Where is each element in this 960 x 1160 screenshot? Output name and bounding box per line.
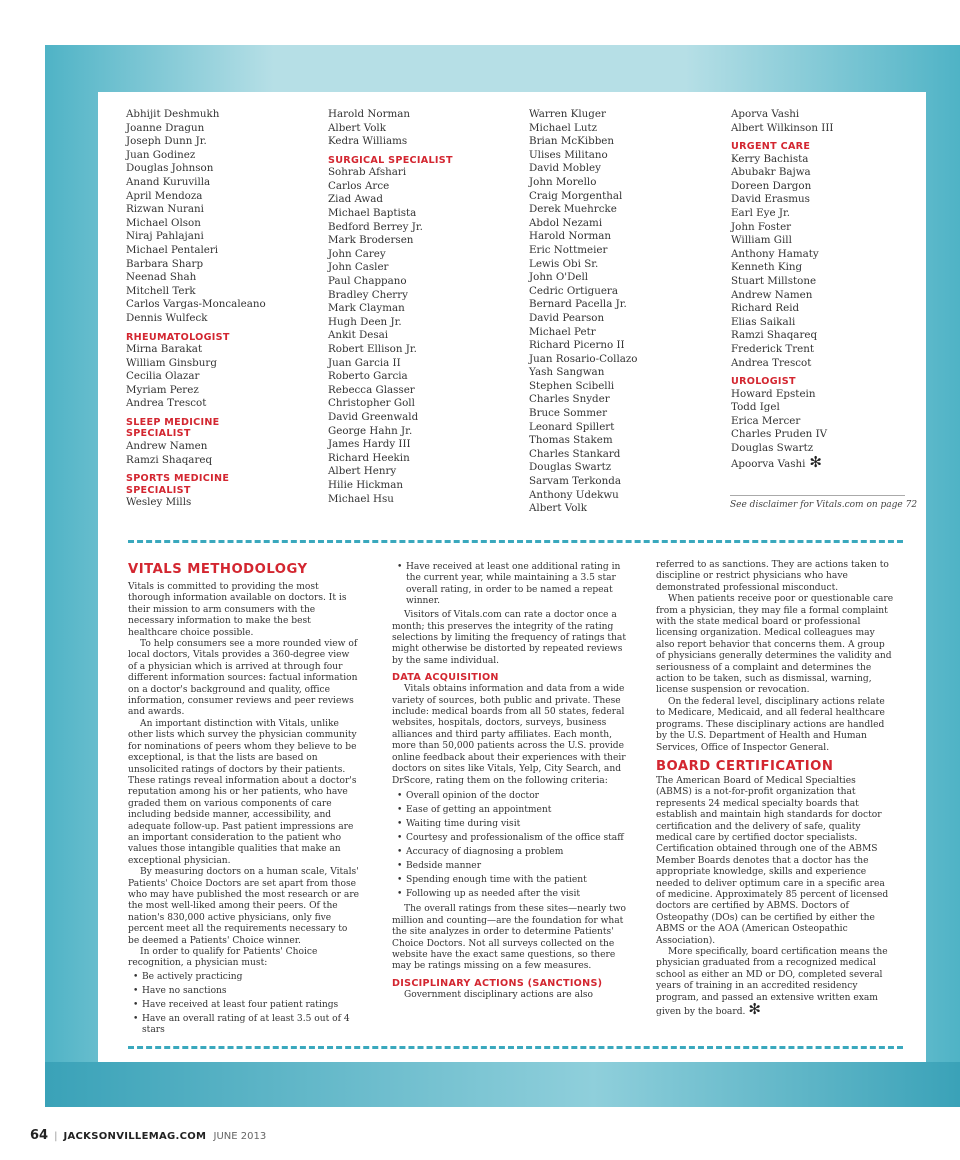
doctor-name-text: Craig Morgenthal — [529, 189, 623, 202]
section-title-board-certification: BOARD CERTIFICATION — [656, 758, 834, 774]
doctor-name-text: Thomas Stakem — [529, 434, 613, 447]
doctor-name — [529, 217, 719, 231]
doctor-name-text: John Morello — [529, 175, 597, 188]
article-column-3 — [656, 560, 894, 1018]
doctor-name — [529, 326, 719, 340]
doctor-name-text: Doreen Dargon — [731, 179, 812, 192]
doctor-name-text: Yash Sangwan — [529, 366, 605, 379]
doctor-name — [126, 122, 316, 136]
doctor-name-text: Michael Olson — [126, 216, 201, 229]
doctor-name-text: Joanne Dragun — [126, 121, 205, 134]
doctor-name — [328, 108, 518, 122]
article-column-1 — [128, 562, 360, 1039]
doctor-name-text: Charles Snyder — [529, 393, 610, 406]
doctor-name — [328, 370, 518, 384]
doctor-name-text: Andrew Namen — [731, 288, 813, 301]
doctor-name — [328, 479, 518, 493]
doctor-name-text: Anthony Hamaty — [731, 247, 819, 260]
doctor-name — [731, 207, 921, 221]
doctor-name — [529, 135, 719, 149]
doctor-name-text: Douglas Swartz — [731, 442, 814, 455]
doctor-name — [731, 289, 921, 303]
doctor-name-text: Douglas Johnson — [126, 162, 214, 175]
doctor-name — [328, 302, 518, 316]
doctor-name-text: Bedford Berrey Jr. — [328, 220, 423, 233]
doctor-name — [126, 285, 316, 299]
doctor-name-text: William Gill — [731, 234, 792, 247]
doctor-name-text: Elias Saikali — [731, 315, 796, 328]
doctor-name-text: Derek Muehrcke — [529, 203, 617, 216]
doctor-name-text: Abdol Nezami — [529, 216, 603, 229]
doctor-name — [126, 203, 316, 217]
doctor-name — [126, 230, 316, 244]
doctor-name — [126, 384, 316, 398]
doctor-name — [328, 384, 518, 398]
doctor-name — [529, 448, 719, 462]
paragraph-text: More specifically, board certification means the physician graduated from a recognized medical school as either an MD or DO, completed several years of training in an accredited residency program, and passed an extensive written exam given by the board. — [656, 947, 888, 1018]
doctor-name-text: Todd Igel — [731, 401, 780, 414]
list-item: • Bedside manner — [406, 861, 628, 872]
dashed-divider-bottom — [128, 1046, 903, 1049]
doctor-name-text: David Mobley — [529, 162, 601, 175]
doctor-name — [328, 261, 518, 275]
paragraph: When patients receive poor or questionable care from a physician, they may file a formal complaint with the state medical board or professional licensing organization. Medical colleagues may also report behavior that concerns them. A group of physicians generally determines the validity and seriousness of a complaint and determines the action to be taken, such as dismissal, warning, license suspension or revocation. — [656, 594, 894, 696]
doctor-name-text: Juan Rosario-Collazo — [529, 352, 638, 365]
doctor-name-text: Harold Norman — [529, 230, 612, 243]
doctor-name — [731, 221, 921, 235]
doctor-name — [328, 221, 518, 235]
doctor-name-text: April Mendoza — [126, 189, 203, 202]
doctor-name — [731, 248, 921, 262]
list-item: • Have received at least one additional rating in the current year, while maintaining a 3.5 star overall rating, in order to be named a repeat winner. — [406, 562, 628, 608]
paragraph: To help consumers see a more rounded view of local doctors, Vitals provides a 360-degree view of a physician which is arrived at through four different information sources: factual information on a doctor's background and quality, office information, consumer reviews and peer reviews and awards. — [128, 639, 358, 718]
doctor-name-text: Eric Nottmeier — [529, 243, 608, 256]
doctor-name-text: Richard Reid — [731, 302, 800, 315]
doctor-name — [529, 271, 719, 285]
doctor-name-text: Abubakr Bajwa — [731, 166, 811, 179]
doctor-name-text: Michael Petr — [529, 325, 596, 338]
specialty-heading: SPORTS MEDICINE SPECIALIST — [126, 473, 230, 496]
issue-date: JUNE 2013 — [213, 1131, 267, 1142]
doctor-name — [126, 244, 316, 258]
doctor-name-text: Abhijit Deshmukh — [126, 108, 220, 120]
doctor-name — [529, 489, 719, 503]
doctor-name-text: Anthony Udekwu — [529, 488, 619, 501]
doctor-name — [731, 261, 921, 275]
doctor-name-text: Howard Epstein — [731, 387, 816, 400]
doctor-name-text: Andrew Namen — [126, 439, 208, 452]
doctor-name-text: Barbara Sharp — [126, 257, 204, 270]
doctor-name — [126, 397, 316, 411]
doctor-name-text: Charles Pruden IV — [731, 428, 828, 441]
doctor-name-text: Bradley Cherry — [328, 288, 408, 301]
article-column-2 — [392, 562, 628, 1001]
doctor-name — [126, 258, 316, 272]
doctor-name-text: Rizwan Nurani — [126, 203, 204, 216]
doctor-name — [529, 190, 719, 204]
doctor-name-text: Bruce Sommer — [529, 407, 608, 420]
doctor-name — [126, 162, 316, 176]
doctor-name — [731, 388, 921, 402]
doctor-name — [328, 135, 518, 149]
page-footer — [30, 1128, 266, 1143]
doctor-name-text: Ankit Desai — [328, 329, 389, 342]
doctor-name-text: Rebecca Glasser — [328, 383, 415, 396]
paragraph — [656, 947, 894, 1018]
doctor-name — [529, 203, 719, 217]
list-item: • Have an overall rating of at least 3.5 out of 4 stars — [142, 1014, 360, 1037]
doctor-name — [126, 357, 316, 371]
doctor-name-text: Albert Wilkinson III — [731, 121, 834, 134]
specialty-heading: URGENT CARE — [731, 141, 811, 153]
doctor-name — [126, 312, 316, 326]
list-item: • Have no sanctions — [142, 986, 360, 997]
doctor-name — [731, 275, 921, 289]
disclaimer-rule — [730, 495, 905, 496]
doctor-name — [731, 153, 921, 167]
doctor-name-text: John Casler — [328, 261, 389, 274]
doctor-name — [529, 312, 719, 326]
doctor-name-text: Sohrab Afshari — [328, 166, 407, 179]
doctor-name — [328, 452, 518, 466]
doctor-name-text: Kenneth King — [731, 261, 803, 274]
doctor-name-text: Michael Hsu — [328, 492, 394, 505]
doctor-name-text: John O'Dell — [529, 271, 589, 284]
list-item: • Ease of getting an appointment — [406, 805, 628, 816]
doctor-name-text: George Hahn Jr. — [328, 424, 413, 437]
doctor-name-text: Mirna Barakat — [126, 343, 203, 355]
list-item: • Following up as needed after the visit — [406, 889, 628, 900]
doctor-name-text: Stephen Scibelli — [529, 379, 615, 392]
paragraph: Vitals obtains information and data from a wide variety of sources, both public and private. These include: medical boards from all 50 states, federal websites, hospitals, doctors, surveys, business alliances and third party affiliates. Each month, more than 50,000 patients across the U.S. provide online feedback about their experiences with their doctors on sites like Vitals, Yelp, City Search, and DrScore, rating them on the following criteria: — [392, 684, 626, 786]
doctor-name — [529, 366, 719, 380]
doctor-name — [529, 421, 719, 435]
doctor-name-text: Juan Godinez — [126, 148, 196, 161]
doctor-name — [731, 166, 921, 180]
end-mark-icon: ✻ — [809, 452, 822, 471]
doctor-name — [731, 329, 921, 343]
doctor-name — [529, 461, 719, 475]
doctor-name — [529, 380, 719, 394]
list-item: • Accuracy of diagnosing a problem — [406, 847, 628, 858]
doctor-name-text: Cecilia Olazar — [126, 370, 200, 383]
doctor-name-text: Cedric Ortiguera — [529, 284, 618, 297]
list-item: • Spending enough time with the patient — [406, 875, 628, 886]
doctor-name — [529, 407, 719, 421]
doctor-name — [126, 217, 316, 231]
doctor-name-text: Apoorva Vashi — [731, 457, 806, 470]
doctor-name — [529, 475, 719, 489]
doctor-name — [731, 180, 921, 194]
doctor-name — [529, 298, 719, 312]
doctor-name-text: Charles Stankard — [529, 447, 621, 460]
paragraph: Visitors of Vitals.com can rate a doctor once a month; this preserves the integrity of the rating selections by limiting the frequency of ratings that might otherwise be distorted by repeated reviews by the same individual. — [392, 610, 627, 666]
doctor-name — [328, 316, 518, 330]
doctor-name — [731, 193, 921, 207]
specialty-heading: RHEUMATOLOGIST — [126, 331, 230, 343]
doctor-name-text: Erica Mercer — [731, 414, 801, 427]
doctor-name-text: Sarvam Terkonda — [529, 475, 621, 488]
doctor-name-text: David Greenwald — [328, 410, 419, 423]
doctor-name — [328, 207, 518, 221]
doctor-name-text: Michael Pentaleri — [126, 243, 219, 256]
doctor-name — [328, 493, 518, 507]
doctor-name-text: Ulises Militano — [529, 148, 608, 161]
doctor-name — [126, 370, 316, 384]
list-item: • Courtesy and professionalism of the office staff — [406, 833, 628, 844]
doctor-name-text: James Hardy III — [328, 438, 411, 451]
specialty-heading: SLEEP MEDICINE SPECIALIST — [126, 416, 220, 440]
qualification-list-continued — [392, 562, 628, 608]
end-mark-icon: ✻ — [748, 1000, 761, 1019]
doctor-name-text: Wesley Mills — [126, 496, 192, 509]
doctor-name — [529, 122, 719, 136]
doctor-name-text: Richard Picerno II — [529, 339, 625, 352]
doctor-name — [731, 108, 921, 122]
doctor-name-text: Albert Volk — [328, 121, 386, 134]
criteria-list — [392, 791, 628, 900]
doctor-name — [126, 135, 316, 149]
doctor-name-text: Leonard Spillert — [529, 420, 615, 433]
doctor-name — [328, 166, 518, 180]
doctor-name-text: Bernard Pacella Jr. — [529, 298, 627, 311]
doctor-name — [126, 271, 316, 285]
doctor-name — [731, 122, 921, 136]
doctor-name-text: Mitchell Terk — [126, 284, 196, 297]
doctor-name-text: John Foster — [731, 220, 792, 233]
paragraph: By measuring doctors on a human scale, Vitals' Patients' Choice Doctors are set apart from those who may have published the most research or are the most well-liked among their peers. Of the nation's 830,000 active physicians, only five percent meet all the requirements necessary to be deemed a Patients' Choice winner. — [128, 867, 360, 946]
section-title-vitals-methodology: VITALS METHODOLOGY — [128, 562, 308, 577]
doctor-name — [731, 234, 921, 248]
directory-column-3 — [529, 108, 719, 516]
doctor-name — [328, 329, 518, 343]
doctor-name — [529, 434, 719, 448]
doctor-name — [529, 176, 719, 190]
specialty-heading: SURGICAL SPECIALIST — [328, 154, 453, 166]
doctor-name — [126, 496, 316, 510]
doctor-name — [328, 343, 518, 357]
directory-column-4 — [731, 108, 921, 471]
doctor-name — [731, 415, 921, 429]
doctor-name — [328, 180, 518, 194]
paragraph: referred to as sanctions. They are actions taken to discipline or restrict physicians who have demonstrated professional misconduct. — [656, 560, 889, 593]
doctor-name — [529, 244, 719, 258]
doctor-name — [529, 230, 719, 244]
doctor-name — [328, 248, 518, 262]
doctor-name — [731, 401, 921, 415]
doctor-name-text: Hilie Hickman — [328, 478, 404, 491]
doctor-name — [328, 425, 518, 439]
doctor-name-text: Harold Norman — [328, 108, 411, 120]
doctor-name-text: Andrea Trescot — [126, 397, 207, 410]
doctor-name-text: David Erasmus — [731, 193, 810, 206]
doctor-name-text: Ziad Awad — [328, 193, 383, 206]
doctor-name-text: Aporva Vashi — [731, 108, 800, 120]
doctor-name-text: Albert Henry — [328, 465, 397, 478]
doctor-name-text: Ramzi Shaqareq — [126, 453, 213, 466]
doctor-name — [328, 357, 518, 371]
doctor-name-text: Michael Lutz — [529, 121, 598, 134]
doctor-name — [529, 162, 719, 176]
list-item: • Have received at least four patient ratings — [142, 1000, 360, 1011]
site-name: JACKSONVILLEMAG.COM — [63, 1131, 207, 1142]
doctor-name-text: Roberto Garcia — [328, 370, 408, 383]
doctor-name-text: Lewis Obi Sr. — [529, 257, 599, 270]
doctor-name-text: Mark Clayman — [328, 302, 405, 315]
paragraph: Vitals is committed to providing the most thorough information available on doctors. It is their mission to arm consumers with the necessary information to make the best healthcare choice possible. — [128, 582, 347, 638]
doctor-name-text: Juan Garcia II — [328, 356, 401, 369]
doctor-name — [126, 298, 316, 312]
section-title-disciplinary-actions: DISCIPLINARY ACTIONS (SANCTIONS) — [392, 977, 603, 989]
specialty-heading: UROLOGIST — [731, 376, 796, 388]
paragraph: The overall ratings from these sites—nearly two million and counting—are the foundation for what the site analyzes in order to determine Patients' Choice Doctors. Not all surveys collected on the website have the exact same questions, so there may be ratings missing on a few measures. — [392, 904, 626, 972]
list-item: • Be actively practicing — [142, 972, 360, 983]
dashed-divider-top — [128, 540, 903, 543]
doctor-name-text: Carlos Vargas-Moncaleano — [126, 298, 266, 311]
doctor-name — [529, 339, 719, 353]
doctor-name-text: Dennis Wulfeck — [126, 311, 208, 324]
doctor-name-text: Mark Brodersen — [328, 234, 414, 247]
doctor-name — [328, 193, 518, 207]
doctor-name — [731, 452, 921, 472]
doctor-name — [529, 393, 719, 407]
section-title-data-acquisition: DATA ACQUISITION — [392, 672, 499, 684]
doctor-name-text: John Carey — [328, 247, 386, 260]
paragraph: The American Board of Medical Specialties (ABMS) is a not-for-profit organization that represents 24 medical specialty boards that establish and maintain high standards for doctor certification and the delivery of safe, quality medical care by certified doctor specialists. Certification obtained through one of the ABMS Member Boards denotes that a doctor has the appropriate knowledge, skills and experience needed to deliver optimum care in a specific area of medicine. Approximately 85 percent of licensed doctors are certified by ABMS. Doctors of Osteopathy (DOs) can be certified by either the ABMS or the AOA (American Osteopathic Association). — [656, 775, 889, 946]
doctor-name — [731, 428, 921, 442]
doctor-name — [126, 454, 316, 468]
doctor-name — [328, 438, 518, 452]
doctor-name — [731, 357, 921, 371]
page-number: 64 — [30, 1128, 49, 1143]
doctor-name — [126, 343, 316, 357]
doctor-name-text: Hugh Deen Jr. — [328, 315, 402, 328]
doctor-name — [126, 149, 316, 163]
doctor-name-text: Carlos Arce — [328, 179, 390, 192]
doctor-name-text: William Ginsburg — [126, 356, 217, 369]
doctor-name-text: Niraj Pahlajani — [126, 230, 204, 243]
doctor-name-text: Robert Ellison Jr. — [328, 343, 417, 355]
doctor-name — [328, 122, 518, 136]
disclaimer: See disclaimer for Vitals.com on page 72 — [730, 500, 918, 510]
doctor-name-text: Richard Heekin — [328, 451, 410, 464]
doctor-name — [126, 440, 316, 454]
doctor-name-text: Albert Volk — [529, 502, 587, 515]
directory-column-1 — [126, 108, 316, 510]
doctor-name-text: Christopher Goll — [328, 397, 415, 410]
doctor-name — [126, 108, 316, 122]
qualification-list — [128, 972, 360, 1037]
doctor-name-text: Anand Kuruvilla — [126, 175, 211, 188]
footer-separator: | — [54, 1131, 58, 1142]
doctor-name-text: Warren Kluger — [529, 108, 606, 120]
doctor-name — [126, 176, 316, 190]
doctor-name — [529, 285, 719, 299]
doctor-name-text: Joseph Dunn Jr. — [126, 135, 207, 148]
doctor-name — [328, 397, 518, 411]
doctor-name-text: Kedra Williams — [328, 135, 408, 148]
doctor-name — [328, 411, 518, 425]
directory-column-2 — [328, 108, 518, 506]
doctor-name-text: Michael Baptista — [328, 207, 417, 220]
list-item: • Overall opinion of the doctor — [406, 791, 628, 802]
background-frame-bottom — [45, 1062, 960, 1107]
doctor-name — [731, 343, 921, 357]
doctor-name — [328, 234, 518, 248]
doctor-name-text: Frederick Trent — [731, 343, 814, 355]
doctor-name — [328, 289, 518, 303]
doctor-name — [731, 302, 921, 316]
paragraph: An important distinction with Vitals, unlike other lists which survey the physician community for nominations of peers whom they believe to be exceptional, is that the lists are based on unsolicited ratings of doctors by their patients. These ratings reveal information about a doctor's reputation among his or her patients, who have graded them on various components of care including bedside manner, accessibility, and adequate follow-up. Past patient impressions are an important consideration to the patient who values those intangible qualities that make an exceptional physician. — [128, 718, 357, 866]
doctor-name-text: Brian McKibben — [529, 135, 615, 148]
doctor-name-text: Myriam Perez — [126, 383, 199, 396]
doctor-name — [529, 108, 719, 122]
doctor-name-text: Earl Eye Jr. — [731, 207, 791, 220]
paragraph: In order to qualify for Patients' Choice recognition, a physician must: — [128, 947, 318, 969]
doctor-name-text: Kerry Bachista — [731, 152, 809, 165]
doctor-name — [529, 149, 719, 163]
doctor-name — [529, 258, 719, 272]
doctor-name-text: Douglas Swartz — [529, 461, 612, 474]
doctor-name — [328, 465, 518, 479]
doctor-name-text: Andrea Trescot — [731, 356, 812, 369]
doctor-name — [126, 190, 316, 204]
doctor-name — [529, 502, 719, 516]
doctor-name-text: Ramzi Shaqareq — [731, 329, 818, 342]
paragraph: Government disciplinary actions are also — [404, 989, 594, 1000]
doctor-name-text: Neenad Shah — [126, 271, 197, 284]
doctor-name-text: Paul Chappano — [328, 275, 407, 288]
doctor-name — [328, 275, 518, 289]
doctor-name-text: Stuart Millstone — [731, 275, 817, 288]
list-item: • Waiting time during visit — [406, 819, 628, 830]
doctor-name — [731, 316, 921, 330]
doctor-name — [731, 442, 921, 456]
doctor-name-text: David Pearson — [529, 311, 605, 324]
paragraph: On the federal level, disciplinary actions relate to Medicare, Medicaid, and all federal healthcare programs. These disciplinary actions are handled by the U.S. Department of Health and Human Services, Office of Inspector General. — [656, 696, 885, 753]
doctor-name — [529, 353, 719, 367]
